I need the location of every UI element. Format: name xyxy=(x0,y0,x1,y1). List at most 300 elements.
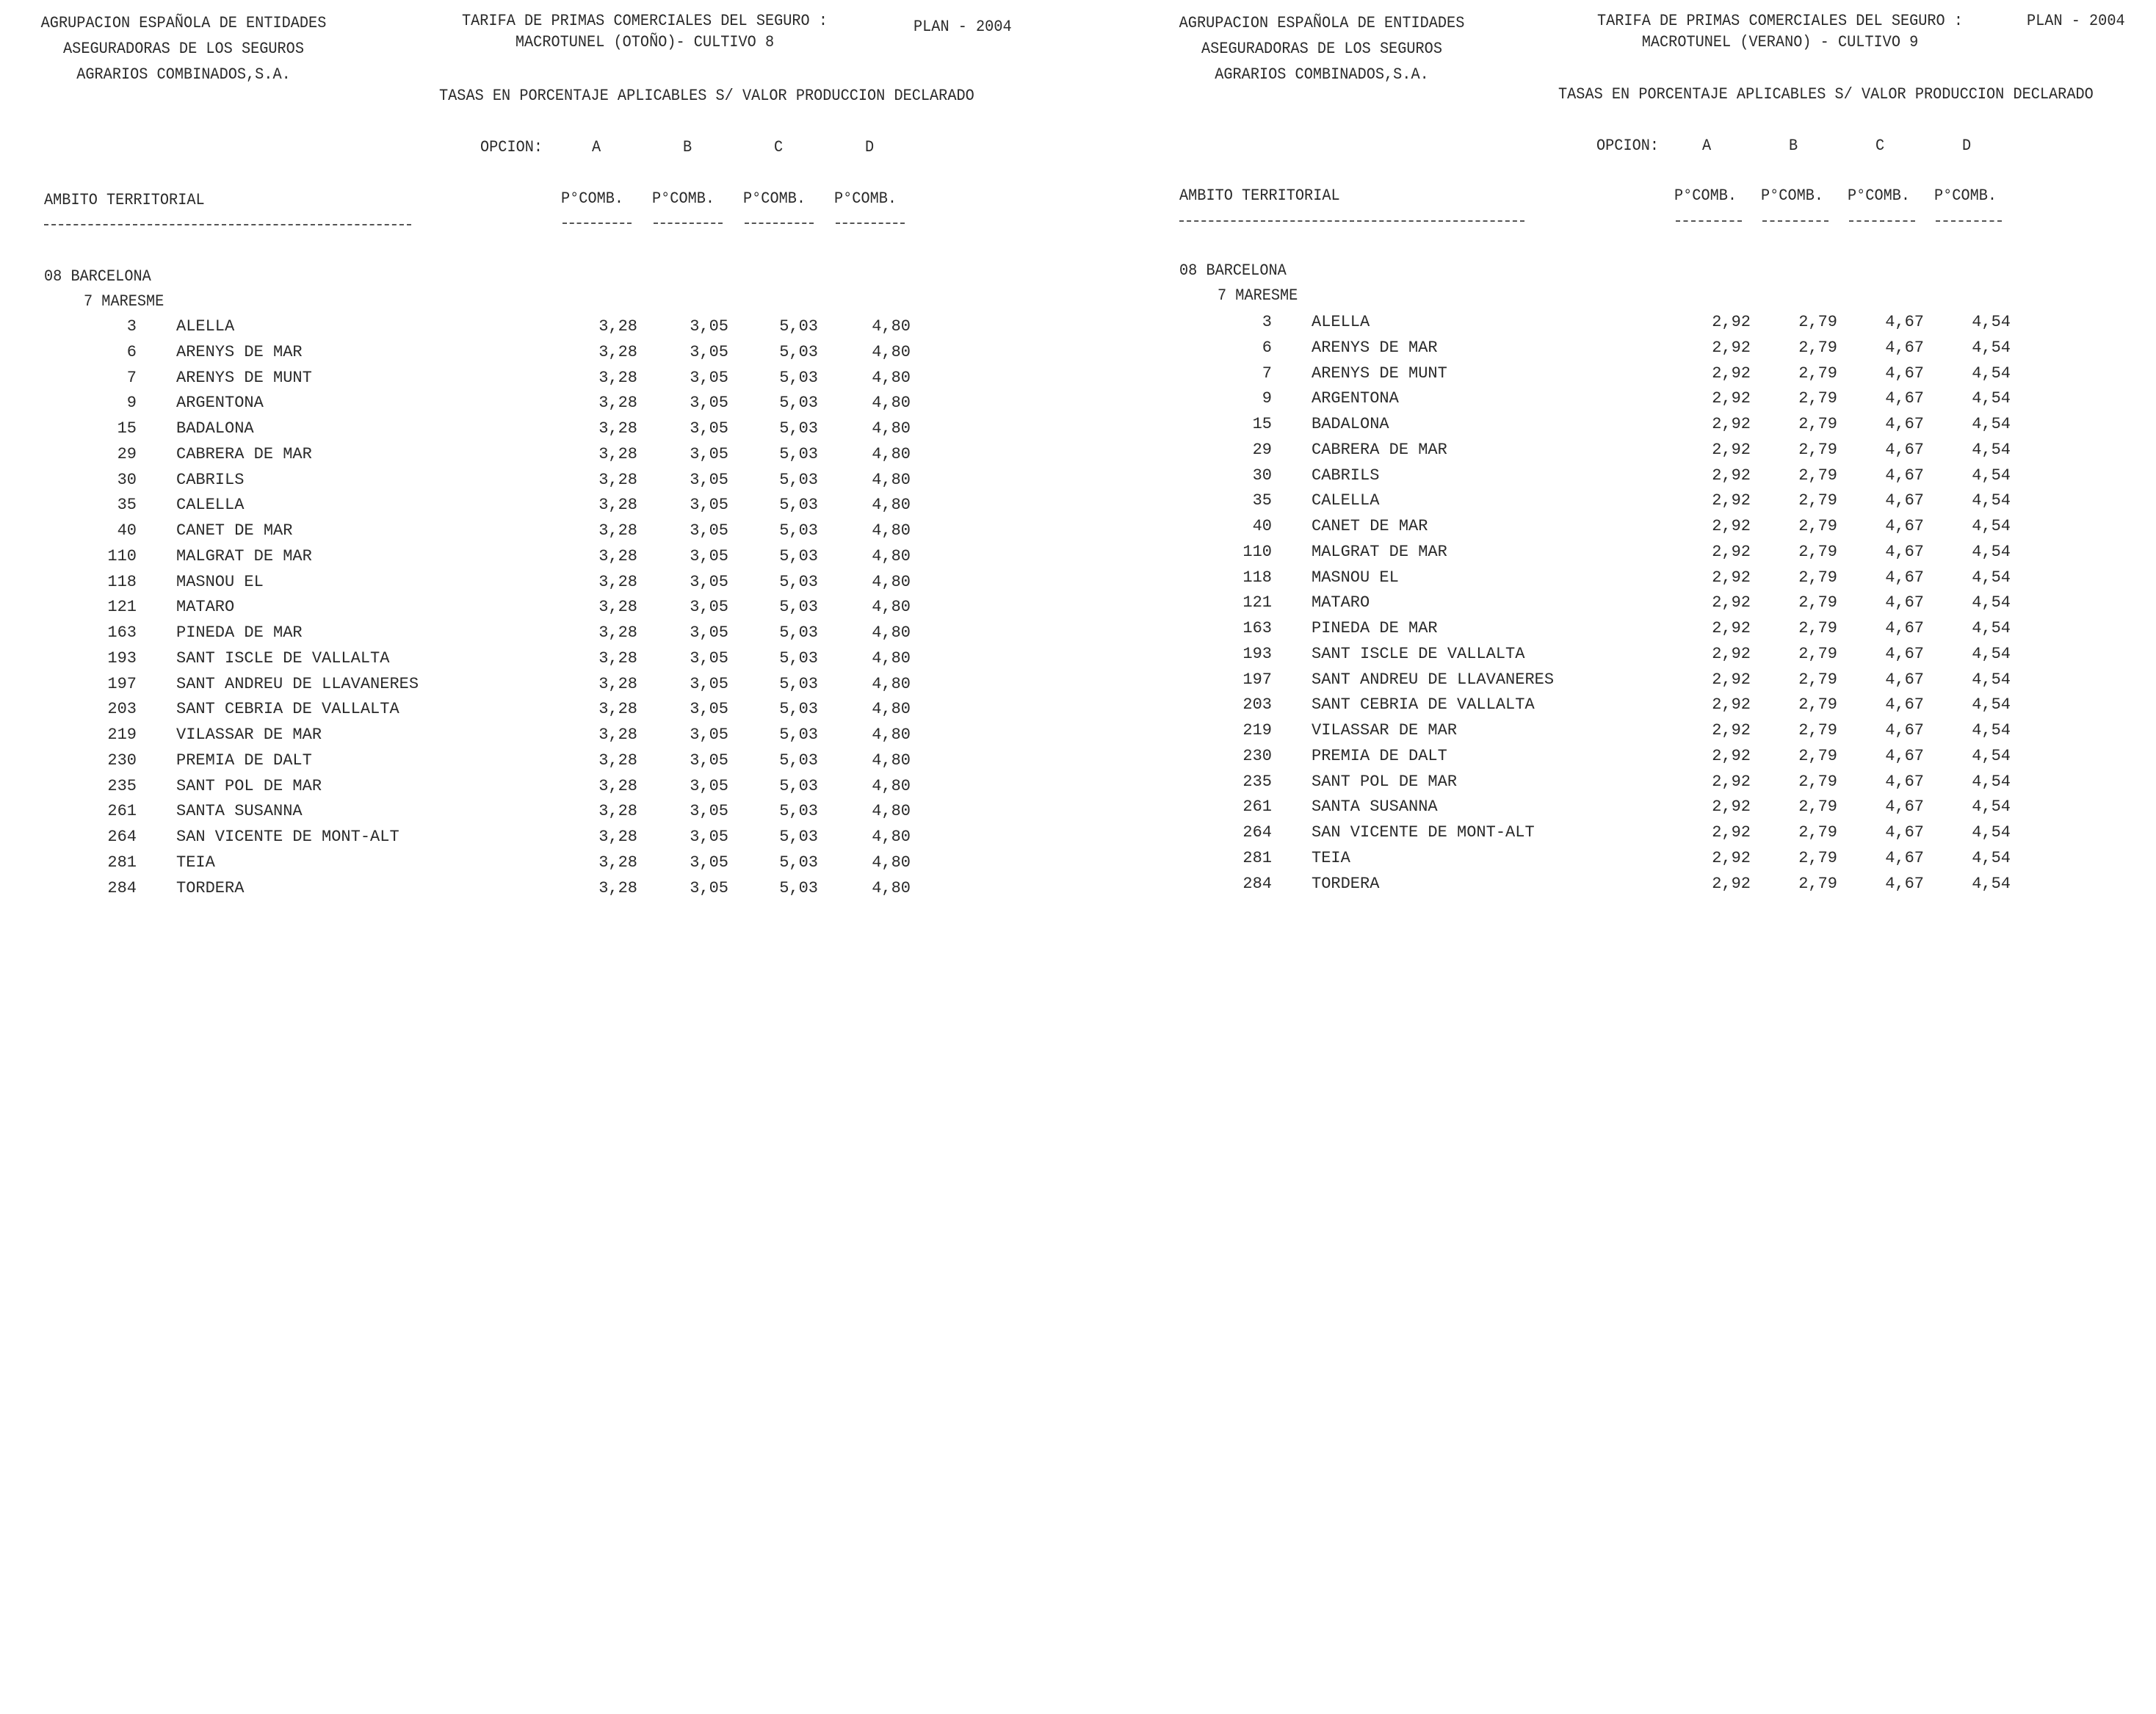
municipality-name: BADALONA xyxy=(176,419,254,438)
municipality-code: 281 xyxy=(107,853,137,872)
municipality-code: 3 xyxy=(1262,313,1272,331)
municipality-code: 6 xyxy=(1262,338,1272,357)
rate-value-d: 4,80 xyxy=(872,828,911,846)
rate-value-a: 3,28 xyxy=(598,828,637,846)
rate-value-c: 5,03 xyxy=(779,368,818,387)
table-row xyxy=(1138,798,2156,822)
municipality-code: 6 xyxy=(126,342,137,361)
rate-value-c: 4,67 xyxy=(1885,568,1924,587)
rate-value-d: 4,54 xyxy=(1972,364,2011,383)
opcion-b: B xyxy=(683,138,692,156)
table-row xyxy=(1138,339,2156,364)
municipality-name: CABRERA DE MAR xyxy=(176,444,312,463)
comarca-label: 7 MARESME xyxy=(84,292,164,311)
insurer-line: AGRARIOS COMBINADOS,S.A. xyxy=(1215,65,1429,84)
rate-value-b: 3,05 xyxy=(690,368,728,387)
table-row xyxy=(0,828,1028,853)
municipality-code: 284 xyxy=(1242,874,1272,893)
rate-value-c: 5,03 xyxy=(779,572,818,591)
table-row xyxy=(1138,695,2156,720)
rate-value-a: 3,28 xyxy=(598,521,637,540)
rate-value-b: 2,79 xyxy=(1798,746,1837,765)
table-row xyxy=(1138,619,2156,644)
municipality-code: 197 xyxy=(107,674,137,693)
rate-value-b: 3,05 xyxy=(690,674,728,693)
header-rule xyxy=(44,224,411,225)
municipality-code: 118 xyxy=(1242,568,1272,587)
municipality-code: 235 xyxy=(1242,772,1272,791)
rate-value-d: 4,54 xyxy=(1972,415,2011,433)
column-header-d: P°COMB. xyxy=(834,189,897,208)
insurer-line: AGRARIOS COMBINADOS,S.A. xyxy=(76,65,291,84)
table-row xyxy=(1138,517,2156,542)
rate-value-a: 2,92 xyxy=(1712,389,1751,408)
rate-value-b: 3,05 xyxy=(690,878,728,897)
insurer-line: AGRUPACION ESPAÑOLA DE ENTIDADES xyxy=(1179,14,1465,32)
rate-value-b: 2,79 xyxy=(1798,364,1837,383)
municipality-name: CABRILS xyxy=(1312,466,1380,485)
municipality-code: 30 xyxy=(1252,466,1272,485)
column-header-b: P°COMB. xyxy=(652,189,715,208)
table-row xyxy=(1138,389,2156,414)
table-row xyxy=(0,317,1028,342)
municipality-code: 7 xyxy=(126,368,137,387)
rate-value-c: 5,03 xyxy=(779,700,818,719)
table-row xyxy=(0,369,1028,394)
rate-value-b: 3,05 xyxy=(690,853,728,872)
rate-value-d: 4,54 xyxy=(1972,440,2011,459)
municipality-name: PINEDA DE MAR xyxy=(176,623,303,642)
rate-value-a: 2,92 xyxy=(1712,721,1751,740)
rate-value-d: 4,80 xyxy=(872,776,911,795)
rate-value-c: 5,03 xyxy=(779,521,818,540)
rate-value-d: 4,54 xyxy=(1972,568,2011,587)
rate-value-a: 2,92 xyxy=(1712,517,1751,535)
rate-value-a: 3,28 xyxy=(598,751,637,770)
municipality-name: ARGENTONA xyxy=(176,394,264,413)
municipality-code: 197 xyxy=(1242,670,1272,689)
header-rule xyxy=(1179,220,1524,222)
rate-value-b: 2,79 xyxy=(1798,593,1837,612)
municipality-code: 219 xyxy=(1242,721,1272,740)
municipality-code: 7 xyxy=(1262,364,1272,383)
table-row xyxy=(0,547,1028,572)
municipality-code: 163 xyxy=(1242,619,1272,637)
table-row xyxy=(0,343,1028,368)
rate-value-d: 4,80 xyxy=(872,521,911,540)
rate-value-a: 3,28 xyxy=(598,726,637,744)
rate-value-d: 4,54 xyxy=(1972,542,2011,561)
header-rule xyxy=(1762,220,1828,222)
table-row xyxy=(1138,645,2156,670)
municipality-name: MATARO xyxy=(1312,593,1370,612)
opcion-label: OPCION: xyxy=(480,138,543,156)
rate-value-d: 4,80 xyxy=(872,598,911,617)
rate-value-a: 3,28 xyxy=(598,572,637,591)
tasas-note: TASAS EN PORCENTAJE APLICABLES S/ VALOR PRODUCCION DECLARADO xyxy=(439,87,974,105)
rate-value-d: 4,54 xyxy=(1972,772,2011,791)
rate-value-a: 2,92 xyxy=(1712,695,1751,715)
rate-value-c: 5,03 xyxy=(779,853,818,872)
table-row xyxy=(0,419,1028,444)
rate-value-d: 4,54 xyxy=(1972,517,2011,535)
rate-value-c: 5,03 xyxy=(779,419,818,438)
municipality-code: 261 xyxy=(1242,798,1272,817)
rate-value-a: 2,92 xyxy=(1712,823,1751,842)
rate-value-c: 4,67 xyxy=(1885,644,1924,663)
municipality-name: SANTA SUSANNA xyxy=(1312,798,1438,817)
rate-value-b: 3,05 xyxy=(690,419,728,438)
rate-value-c: 4,67 xyxy=(1885,848,1924,867)
rate-value-b: 2,79 xyxy=(1798,848,1837,867)
rate-value-c: 4,67 xyxy=(1885,415,1924,433)
rate-value-c: 5,03 xyxy=(779,444,818,463)
municipality-code: 9 xyxy=(1262,389,1272,408)
table-row xyxy=(0,471,1028,496)
rate-value-b: 3,05 xyxy=(690,342,728,361)
table-row xyxy=(1138,823,2156,848)
municipality-code: 163 xyxy=(107,623,137,642)
municipality-code: 230 xyxy=(107,751,137,770)
rate-value-a: 2,92 xyxy=(1712,798,1751,817)
tariff-header xyxy=(439,10,850,53)
tariff-title: TARIFA DE PRIMAS COMERCIALES DEL SEGURO : xyxy=(461,12,828,30)
municipality-name: TEIA xyxy=(1312,848,1350,867)
rate-value-b: 3,05 xyxy=(690,828,728,846)
rate-value-b: 2,79 xyxy=(1798,440,1837,459)
table-row xyxy=(0,751,1028,776)
rate-value-d: 4,80 xyxy=(872,674,911,693)
rate-value-d: 4,54 xyxy=(1972,389,2011,408)
table-row xyxy=(0,853,1028,878)
table-row xyxy=(1138,593,2156,618)
column-header-c: P°COMB. xyxy=(743,189,806,208)
municipality-code: 30 xyxy=(117,470,137,489)
table-row xyxy=(1138,364,2156,389)
rate-value-c: 4,67 xyxy=(1885,389,1924,408)
rate-value-c: 5,03 xyxy=(779,496,818,515)
municipality-code: 40 xyxy=(117,521,137,540)
rate-value-c: 4,67 xyxy=(1885,619,1924,637)
rate-value-c: 5,03 xyxy=(779,598,818,617)
rate-value-a: 3,28 xyxy=(598,853,637,872)
rate-value-c: 5,03 xyxy=(779,648,818,668)
municipality-name: ARENYS DE MUNT xyxy=(1312,364,1447,383)
municipality-code: 203 xyxy=(107,700,137,719)
table-row xyxy=(1138,670,2156,695)
rate-value-c: 4,67 xyxy=(1885,746,1924,765)
rate-value-a: 2,92 xyxy=(1712,313,1751,331)
rate-value-c: 5,03 xyxy=(779,342,818,361)
rate-value-b: 3,05 xyxy=(690,521,728,540)
column-header-a: P°COMB. xyxy=(1674,187,1737,205)
municipality-code: 264 xyxy=(1242,823,1272,842)
municipality-name: VILASSAR DE MAR xyxy=(1312,721,1458,740)
tariff-title: TARIFA DE PRIMAS COMERCIALES DEL SEGURO : xyxy=(1596,12,1963,30)
ambito-label: AMBITO TERRITORIAL xyxy=(44,191,205,209)
rate-value-d: 4,80 xyxy=(872,572,911,591)
rate-value-c: 4,67 xyxy=(1885,466,1924,485)
rate-value-d: 4,80 xyxy=(872,470,911,489)
municipality-name: TEIA xyxy=(176,853,215,872)
municipality-code: 219 xyxy=(107,726,137,744)
table-row xyxy=(1138,875,2156,900)
rate-value-a: 2,92 xyxy=(1712,593,1751,612)
rate-value-c: 4,67 xyxy=(1885,695,1924,715)
municipality-name: MALGRAT DE MAR xyxy=(176,546,312,565)
municipality-name: CANET DE MAR xyxy=(1312,517,1428,535)
rate-value-a: 3,28 xyxy=(598,546,637,565)
rate-value-b: 3,05 xyxy=(690,470,728,489)
rate-value-b: 2,79 xyxy=(1798,644,1837,663)
municipality-code: 29 xyxy=(1252,440,1272,459)
rate-value-a: 2,92 xyxy=(1712,746,1751,765)
table-row xyxy=(0,777,1028,802)
rate-value-b: 2,79 xyxy=(1798,542,1837,561)
rate-value-a: 2,92 xyxy=(1712,874,1751,893)
rate-value-d: 4,54 xyxy=(1972,466,2011,485)
provincia-label: 08 BARCELONA xyxy=(1179,261,1287,280)
rate-value-d: 4,54 xyxy=(1972,313,2011,331)
municipality-name: MATARO xyxy=(176,598,235,617)
rate-value-b: 3,05 xyxy=(690,623,728,642)
rate-value-d: 4,80 xyxy=(872,342,911,361)
rate-value-a: 2,92 xyxy=(1712,364,1751,383)
rate-value-a: 3,28 xyxy=(598,394,637,413)
insurer-line: AGRUPACION ESPAÑOLA DE ENTIDADES xyxy=(40,14,327,32)
rate-value-d: 4,80 xyxy=(872,546,911,565)
rate-value-d: 4,80 xyxy=(872,496,911,515)
rate-value-b: 3,05 xyxy=(690,496,728,515)
rate-value-d: 4,54 xyxy=(1972,619,2011,637)
municipality-name: ARENYS DE MAR xyxy=(176,342,303,361)
municipality-name: BADALONA xyxy=(1312,415,1389,433)
rate-value-a: 3,28 xyxy=(598,496,637,515)
rate-value-c: 4,67 xyxy=(1885,542,1924,561)
municipality-code: 193 xyxy=(107,648,137,668)
rate-value-a: 2,92 xyxy=(1712,415,1751,433)
rate-value-a: 2,92 xyxy=(1712,772,1751,791)
rate-value-c: 5,03 xyxy=(779,674,818,693)
plan-label: PLAN - 2004 xyxy=(914,18,1012,36)
rate-value-b: 2,79 xyxy=(1798,517,1837,535)
rate-value-b: 3,05 xyxy=(690,802,728,821)
municipality-name: SANTA SUSANNA xyxy=(176,802,303,821)
rate-value-c: 4,67 xyxy=(1885,491,1924,510)
opcion-b: B xyxy=(1789,137,1798,155)
rate-value-b: 3,05 xyxy=(690,572,728,591)
tariff-subtitle: MACROTUNEL (OTOÑO)- CULTIVO 8 xyxy=(515,33,775,51)
rate-value-b: 3,05 xyxy=(690,751,728,770)
municipality-code: 110 xyxy=(1242,542,1272,561)
column-header-b: P°COMB. xyxy=(1761,187,1824,205)
rate-value-b: 2,79 xyxy=(1798,313,1837,331)
rate-value-d: 4,54 xyxy=(1972,670,2011,689)
rate-value-c: 5,03 xyxy=(779,394,818,413)
rate-value-a: 3,28 xyxy=(598,700,637,719)
comarca-label: 7 MARESME xyxy=(1218,286,1298,305)
rate-value-a: 3,28 xyxy=(598,598,637,617)
table-row xyxy=(1138,415,2156,440)
municipality-name: MALGRAT DE MAR xyxy=(1312,542,1447,561)
rate-value-d: 4,54 xyxy=(1972,874,2011,893)
tariff-header xyxy=(1574,10,1986,53)
rate-value-b: 2,79 xyxy=(1798,721,1837,740)
municipality-name: CANET DE MAR xyxy=(176,521,293,540)
rate-value-b: 3,05 xyxy=(690,648,728,668)
rate-value-a: 3,28 xyxy=(598,342,637,361)
rate-value-a: 3,28 xyxy=(598,623,637,642)
rate-value-c: 4,67 xyxy=(1885,670,1924,689)
header-rule xyxy=(562,223,632,224)
municipality-name: CALELLA xyxy=(176,496,245,515)
municipality-name: ARGENTONA xyxy=(1312,389,1399,408)
rate-value-a: 3,28 xyxy=(598,317,637,336)
opcion-c: C xyxy=(774,138,784,156)
table-row xyxy=(0,573,1028,598)
table-row xyxy=(0,521,1028,546)
rate-value-a: 2,92 xyxy=(1712,848,1751,867)
municipality-code: 121 xyxy=(1242,593,1272,612)
table-row xyxy=(0,675,1028,700)
opcion-label: OPCION: xyxy=(1596,137,1660,155)
rate-value-d: 4,80 xyxy=(872,419,911,438)
rate-value-c: 5,03 xyxy=(779,726,818,744)
rate-value-d: 4,80 xyxy=(872,317,911,336)
municipality-name: PREMIA DE DALT xyxy=(176,751,312,770)
municipality-code: 281 xyxy=(1242,848,1272,867)
rate-value-d: 4,54 xyxy=(1972,644,2011,663)
municipality-code: 9 xyxy=(126,394,137,413)
municipality-name: SANT ISCLE DE VALLALTA xyxy=(176,648,390,668)
rate-value-d: 4,54 xyxy=(1972,695,2011,715)
header-rule xyxy=(836,223,905,224)
rate-value-c: 5,03 xyxy=(779,317,818,336)
rate-value-c: 4,67 xyxy=(1885,517,1924,535)
tariff-page-cultivo-8 xyxy=(0,0,1078,955)
opcion-d: D xyxy=(865,138,875,156)
municipality-code: 121 xyxy=(107,598,137,617)
table-row xyxy=(0,598,1028,623)
table-row xyxy=(1138,441,2156,466)
municipality-code: 110 xyxy=(107,546,137,565)
rate-value-c: 4,67 xyxy=(1885,313,1924,331)
municipality-code: 40 xyxy=(1252,517,1272,535)
header-rule xyxy=(654,223,723,224)
municipality-code: 203 xyxy=(1242,695,1272,715)
municipality-name: ALELLA xyxy=(176,317,235,336)
municipality-name: SANT ANDREU DE LLAVANERES xyxy=(176,674,419,693)
municipality-code: 261 xyxy=(107,802,137,821)
table-row xyxy=(1138,747,2156,772)
municipality-name: SANT CEBRIA DE VALLALTA xyxy=(1312,695,1535,715)
municipality-code: 118 xyxy=(107,572,137,591)
municipality-code: 35 xyxy=(1252,491,1272,510)
municipality-name: SAN VICENTE DE MONT-ALT xyxy=(1312,823,1535,842)
rate-value-d: 4,80 xyxy=(872,444,911,463)
rate-value-c: 5,03 xyxy=(779,828,818,846)
header-rule xyxy=(1676,220,1742,222)
rate-value-b: 3,05 xyxy=(690,317,728,336)
rate-value-a: 2,92 xyxy=(1712,568,1751,587)
rate-value-a: 3,28 xyxy=(598,470,637,489)
rate-value-b: 2,79 xyxy=(1798,619,1837,637)
municipality-name: MASNOU EL xyxy=(1312,568,1399,587)
insurer-header xyxy=(1153,10,1491,87)
municipality-name: SAN VICENTE DE MONT-ALT xyxy=(176,828,399,846)
opcion-a: A xyxy=(592,138,601,156)
rate-value-b: 2,79 xyxy=(1798,568,1837,587)
header-rule xyxy=(1936,220,2002,222)
rate-value-b: 3,05 xyxy=(690,444,728,463)
rate-value-a: 3,28 xyxy=(598,419,637,438)
insurer-line: ASEGURADORAS DE LOS SEGUROS xyxy=(1201,40,1442,58)
municipality-name: ARENYS DE MUNT xyxy=(176,368,312,387)
rate-value-b: 2,79 xyxy=(1798,823,1837,842)
rate-value-d: 4,80 xyxy=(872,726,911,744)
rate-value-d: 4,80 xyxy=(872,623,911,642)
rate-value-b: 2,79 xyxy=(1798,874,1837,893)
table-row xyxy=(1138,313,2156,338)
table-row xyxy=(0,649,1028,674)
rate-value-c: 4,67 xyxy=(1885,823,1924,842)
table-row xyxy=(0,879,1028,904)
rate-value-b: 3,05 xyxy=(690,726,728,744)
rate-value-b: 3,05 xyxy=(690,546,728,565)
rate-value-a: 2,92 xyxy=(1712,619,1751,637)
plan-label: PLAN - 2004 xyxy=(2027,12,2125,30)
rate-value-a: 3,28 xyxy=(598,648,637,668)
column-header-a: P°COMB. xyxy=(561,189,624,208)
table-row xyxy=(1138,466,2156,491)
rate-value-b: 2,79 xyxy=(1798,389,1837,408)
opcion-a: A xyxy=(1702,137,1712,155)
rate-value-d: 4,54 xyxy=(1972,848,2011,867)
header-rule xyxy=(745,223,814,224)
rate-value-a: 2,92 xyxy=(1712,440,1751,459)
municipality-name: ARENYS DE MAR xyxy=(1312,338,1438,357)
tariff-page-cultivo-9 xyxy=(1138,0,2156,955)
municipality-name: PINEDA DE MAR xyxy=(1312,619,1438,637)
rate-value-d: 4,80 xyxy=(872,394,911,413)
rate-value-c: 4,67 xyxy=(1885,798,1924,817)
rate-value-c: 5,03 xyxy=(779,776,818,795)
rate-value-d: 4,80 xyxy=(872,751,911,770)
municipality-name: PREMIA DE DALT xyxy=(1312,746,1447,765)
rate-value-a: 2,92 xyxy=(1712,338,1751,357)
municipality-code: 230 xyxy=(1242,746,1272,765)
municipality-code: 235 xyxy=(107,776,137,795)
rate-value-c: 5,03 xyxy=(779,623,818,642)
municipality-code: 29 xyxy=(117,444,137,463)
table-row xyxy=(0,394,1028,419)
rate-value-a: 2,92 xyxy=(1712,466,1751,485)
table-row xyxy=(0,700,1028,725)
table-row xyxy=(1138,849,2156,874)
rate-value-d: 4,54 xyxy=(1972,338,2011,357)
table-row xyxy=(1138,773,2156,798)
rate-value-c: 5,03 xyxy=(779,546,818,565)
municipality-name: CABRERA DE MAR xyxy=(1312,440,1447,459)
rate-value-b: 2,79 xyxy=(1798,491,1837,510)
municipality-name: MASNOU EL xyxy=(176,572,264,591)
rate-value-c: 4,67 xyxy=(1885,772,1924,791)
rate-value-d: 4,54 xyxy=(1972,721,2011,740)
municipality-name: ALELLA xyxy=(1312,313,1370,331)
rate-value-b: 2,79 xyxy=(1798,670,1837,689)
table-row xyxy=(0,496,1028,521)
tasas-note: TASAS EN PORCENTAJE APLICABLES S/ VALOR PRODUCCION DECLARADO xyxy=(1558,85,2094,104)
